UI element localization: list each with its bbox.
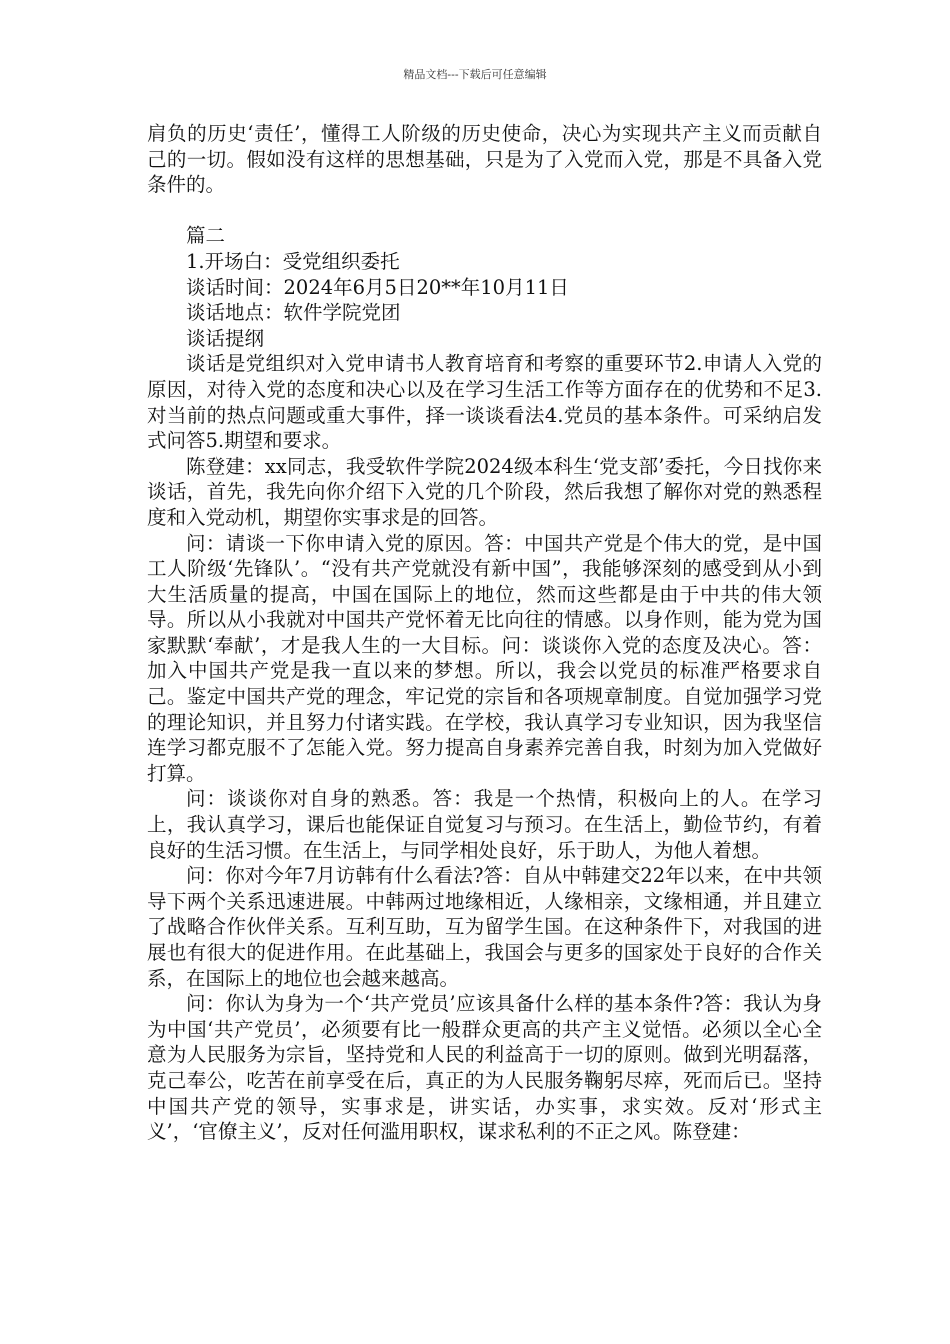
paragraph-gap <box>147 198 822 224</box>
document-body <box>147 121 822 1145</box>
qa-paragraph-korea: 问：你对今年7月访韩有什么看法?答：自从中韩建交22年以来，在中共领导下两个关系迅速进展。中韩两过地缘相近，人缘相亲，文缘相通，并且建立了战略合作伙伴关系。互利互助，互为留学生国。在这种条件下，对我国的进展也有很大的促进作用。在此基础上，我国会与更多的国家处于良好的合作关系，在国际上的地位也会越来越高。 <box>147 864 822 990</box>
talk-location: 谈话地点：软件学院党团 <box>186 301 401 325</box>
opening-line: 1.开场白：受党组织委托 <box>186 249 400 273</box>
talk-outline-heading: 谈话提纲 <box>186 326 265 350</box>
qa-paragraph-conditions: 问：你认为身为一个‘共产党员’应该具备什么样的基本条件?答：我认为身为中国‘共产党员’，必须要有比一般群众更高的共产主义觉悟。必须以全心全意为人民服务为宗旨，坚持党和人民的利益高于一切的原则。做到光明磊落，克己奉公，吃苦在前享受在后，真正的为人民服务鞠躬尽瘁，死而后已。坚持中国共产党的领导，实事求是，讲实话，办实事，求实效。反对‘形式主义’，‘官僚主义’，反对任何滥用职权，谋求私利的不正之风。陈登建： <box>147 992 822 1144</box>
qa-paragraph-self: 问：谈谈你对自身的熟悉。答：我是一个热情，积极向上的人。在学习上，我认真学习，课后也能保证自觉复习与预习。在生活上，勤俭节约，有着良好的生活习惯。在生活上，与同学相处良好，乐于助人，为他人着想。 <box>147 787 822 862</box>
paragraph-continuation: 肩负的历史‘责任’，懂得工人阶级的历史使命，决心为实现共产主义而贡献自己的一切。假如没有这样的思想基础，只是为了入党而入党，那是不具备入党条件的。 <box>147 122 822 197</box>
page-header: 精品文档---下载后可任意编辑 <box>403 68 547 81</box>
qa-paragraph-reason: 问：请谈一下你申请入党的原因。答：中国共产党是个伟大的党，是中国工人阶级‘先锋队’。“没有共产党就没有新中国”，我能够深刻的感受到从小到大生活质量的提高，中国在国际上的地位，然而这些都是由于中共的伟大领导。所以从小我就对中国共产党怀着无比向往的情感。以身作则，能为党为国家默默‘奉献’，才是我人生的一大目标。问：谈谈你入党的态度及决心。答：加入中国共产党是我一直以来的梦想。所以，我会以党员的标准严格要求自己。鉴定中国共产党的理念，牢记党的宗旨和各项规章制度。自觉加强学习党的理论知识，并且努力付诸实践。在学校，我认真学习专业知识，因为我坚信连学习都克服不了怎能入党。努力提高自身素养完善自我，时刻为加入党做好打算。 <box>147 531 822 785</box>
intro-paragraph: 陈登建：xx同志，我受软件学院2024级本科生‘党支部’委托，今日找你来谈话，首先，我先向你介绍下入党的几个阶段，然后我想了解你对党的熟悉程度和入党动机，期望你实事求是的回答。 <box>147 454 822 529</box>
talk-time: 谈话时间：2024年6月5日20**年10月11日 <box>186 275 569 299</box>
section-title: 篇二 <box>186 224 226 248</box>
talk-outline-paragraph: 谈话是党组织对入党申请书人教育培育和考察的重要环节2.申请人入党的原因，对待入党的态度和决心以及在学习生活工作等方面存在的优势和不足3.对当前的热点问题或重大事件，择一谈谈看法4.党员的基本条件。可采纳启发式问答5.期望和要求。 <box>147 352 822 453</box>
